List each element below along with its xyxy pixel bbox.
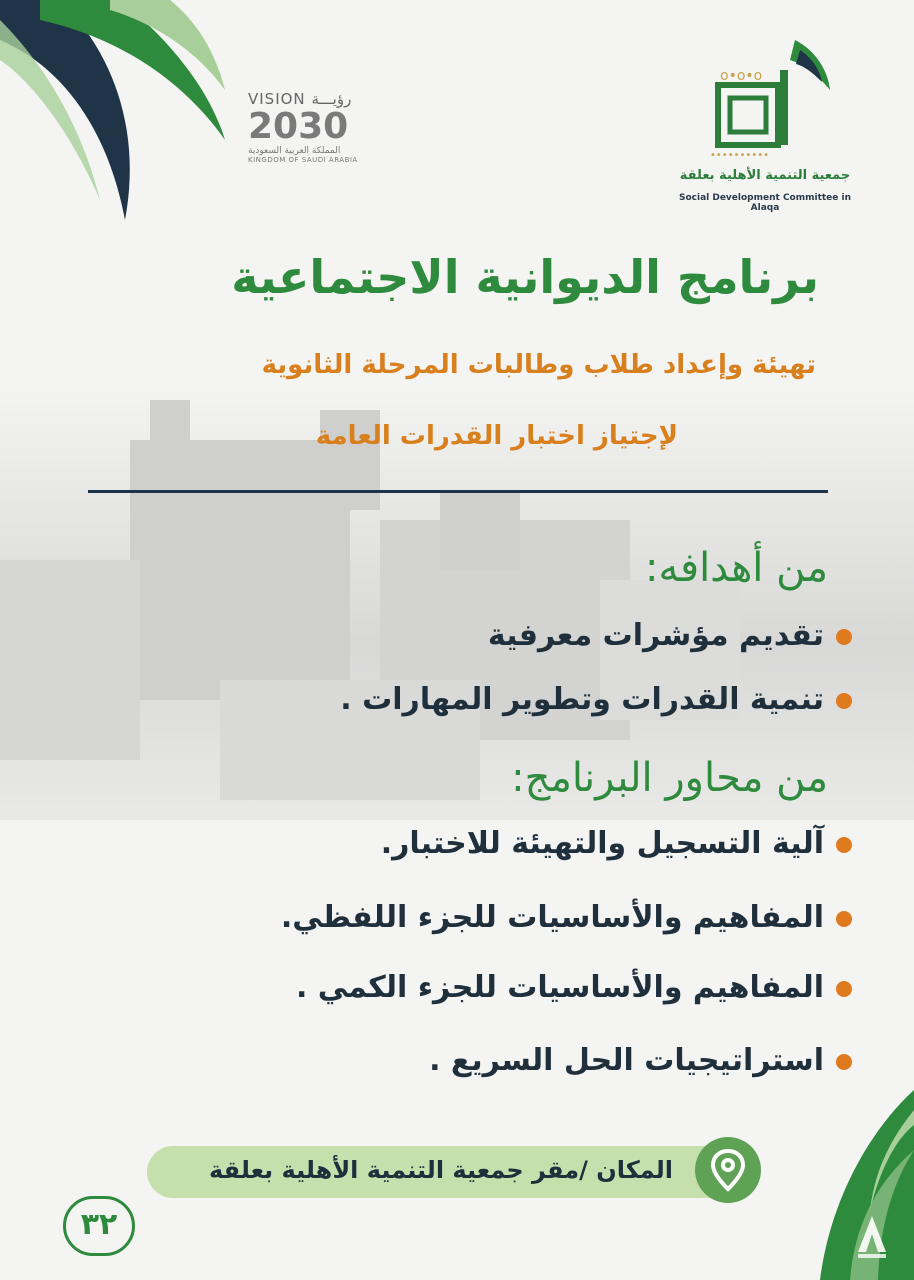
- goal-item: [488, 618, 852, 653]
- bullet-dot-icon: [836, 981, 852, 997]
- goal-item: [340, 682, 852, 717]
- axis-item-text: المفاهيم والأساسيات للجزء الكمي .: [295, 970, 824, 1005]
- title-divider: [88, 490, 828, 493]
- axis-item-text: استراتيجيات الحل السريع .: [429, 1043, 824, 1078]
- vision-english: KINGDOM OF SAUDI ARABIA: [248, 156, 358, 164]
- location-pin-glyph: [695, 1137, 761, 1203]
- axis-item-text: آلية التسجيل والتهيئة للاختبار.: [380, 826, 824, 861]
- location-text: المكان /مقر جمعية التنمية الأهلية بعلقة: [208, 1156, 673, 1184]
- vision-2030-logo: [248, 90, 378, 164]
- bullet-dot-icon: [836, 911, 852, 927]
- goals-heading-text: من أهدافه:: [645, 545, 828, 591]
- logo-english-name: Social Development Committee in Alaqa: [678, 193, 852, 213]
- vision-arabic: المملكة العربية السعودية: [248, 146, 341, 156]
- vision-year: 2030: [248, 106, 349, 147]
- vision-label: VISION رؤيـــة: [248, 90, 352, 108]
- page-number: ٣٢: [63, 1196, 135, 1256]
- bullet-dot-icon: [836, 837, 852, 853]
- goal-item-text: تنمية القدرات وتطوير المهارات .: [340, 682, 824, 717]
- designer-logo: [852, 1212, 892, 1262]
- goal-item-text: تقديم مؤشرات معرفية: [487, 618, 824, 653]
- program-title: برنامج الديوانية الاجتماعية: [231, 250, 819, 304]
- axis-item: [296, 970, 852, 1005]
- axis-item-text: المفاهيم والأساسيات للجزء اللفظي.: [280, 900, 824, 935]
- program-subtitle-1: تهيئة وإعداد طلاب وطالبات المرحلة الثانوية: [261, 350, 816, 380]
- bullet-dot-icon: [836, 1054, 852, 1070]
- program-subtitle-2: لإجتياز اختبار القدرات العامة: [315, 421, 678, 451]
- bullet-dot-icon: [836, 693, 852, 709]
- bullet-dot-icon: [836, 629, 852, 645]
- axis-item: [429, 1043, 852, 1078]
- axis-item: [281, 900, 852, 935]
- axes-heading: [511, 755, 828, 801]
- svg-text:••••••••••: ••••••••••: [710, 150, 769, 160]
- location-bar: [147, 1146, 747, 1198]
- location-pin-icon: [695, 1137, 761, 1203]
- svg-text:o•o•o: o•o•o: [720, 68, 763, 84]
- axes-heading-text: من محاور البرنامج:: [511, 755, 828, 801]
- bottom-right-swoosh: [780, 1090, 914, 1280]
- top-left-swoosh: [0, 0, 230, 230]
- logo-arabic-name: جمعية التنمية الأهلية بعلقة: [679, 168, 851, 183]
- alaqa-logo-mark: [700, 40, 830, 160]
- organization-logo: [675, 40, 855, 213]
- goals-heading: [645, 545, 828, 591]
- axis-item: [381, 826, 852, 861]
